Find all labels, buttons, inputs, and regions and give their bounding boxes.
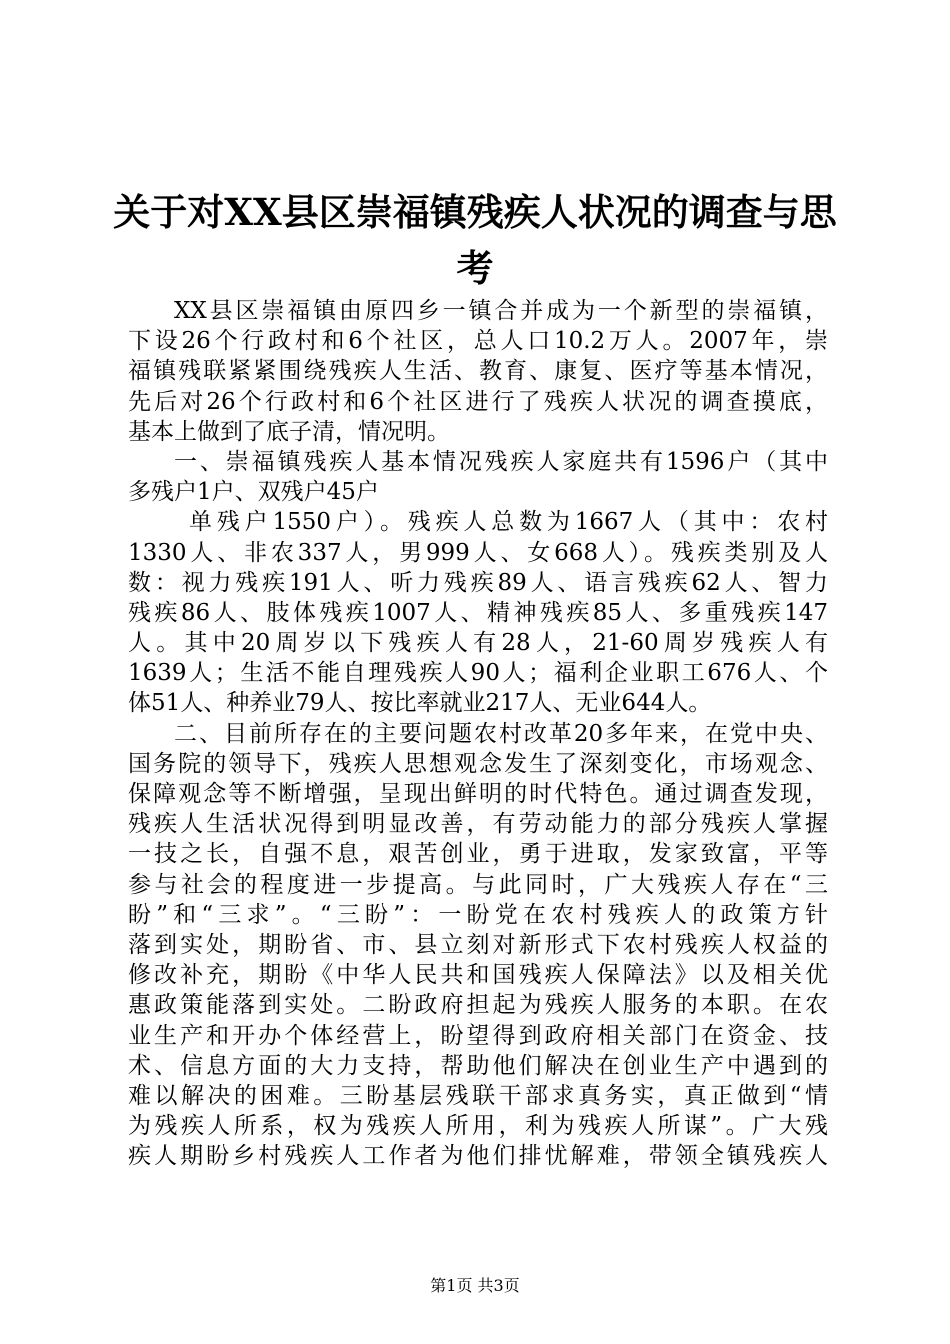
- body-line: 盼”和“三求”。“三盼”：一盼党在农村残疾人的政策方针: [128, 901, 828, 928]
- body-line: 落到实处，期盼省、市、县立刻对新形式下农村残疾人权益的: [128, 931, 828, 958]
- body-line: 为残疾人所系，权为残疾人所用，利为残疾人所谋”。广大残: [128, 1113, 828, 1140]
- document-title-line-2: 考: [456, 246, 494, 290]
- body-line: 多残户1户、双残户45户: [128, 479, 379, 506]
- body-line: 二、目前所存在的主要问题农村改革20多年来，在党中央、: [174, 720, 828, 747]
- page-footer: 第1页 共3页: [430, 1276, 520, 1295]
- body-line: XX县区崇福镇由原四乡一镇合并成为一个新型的崇福镇，: [174, 298, 828, 324]
- body-line: 数：视力残疾191人、听力残疾89人、语言残疾62人、智力: [128, 569, 828, 596]
- body-line: 1639人；生活不能自理残疾人90人；福利企业职工676人、个: [128, 660, 828, 687]
- document-title-line-1: 关于对XX县区崇福镇残疾人状况的调查与思: [113, 190, 837, 234]
- body-line: 参与社会的程度进一步提高。与此同时，广大残疾人存在“三: [128, 871, 828, 898]
- body-line: 残疾86人、肢体残疾1007人、精神残疾85人、多重残疾147: [128, 599, 828, 626]
- body-line: 人。其中20周岁以下残疾人有28人，21-60周岁残疾人有: [128, 630, 828, 657]
- body-line: 惠政策能落到实处。二盼政府担起为残疾人服务的本职。在农: [128, 992, 828, 1019]
- body-line: 保障观念等不断增强，呈现出鲜明的时代特色。通过调查发现，: [128, 781, 828, 807]
- body-line: 术、信息方面的大力支持，帮助他们解决在创业生产中遇到的: [128, 1052, 828, 1079]
- body-line: 国务院的领导下，残疾人思想观念发生了深刻变化，市场观念、: [128, 750, 828, 777]
- body-line: 基本上做到了底子清，情况明。: [128, 418, 450, 445]
- body-line: 下设26个行政村和6个社区，总人口10.2万人。2007年，崇: [128, 328, 828, 355]
- body-line: 一、崇福镇残疾人基本情况残疾人家庭共有1596户（其中: [174, 448, 828, 475]
- body-line: 疾人期盼乡村残疾人工作者为他们排忧解难，带领全镇残疾人: [128, 1143, 828, 1170]
- body-line: 单残户1550户）。残疾人总数为1667人（其中：农村: [189, 509, 828, 536]
- body-line: 先后对26个行政村和6个社区进行了残疾人状况的调查摸底，: [128, 388, 828, 415]
- body-line: 残疾人生活状况得到明显改善，有劳动能力的部分残疾人掌握: [128, 811, 828, 838]
- body-line: 一技之长，自强不息，艰苦创业，勇于进取，发家致富，平等: [128, 841, 828, 868]
- body-line: 1330人、非农337人，男999人、女668人）。残疾类别及人: [128, 539, 828, 566]
- document-body: [128, 296, 828, 1171]
- body-line: 福镇残联紧紧围绕残疾人生活、教育、康复、医疗等基本情况，: [128, 358, 828, 385]
- body-line: 难以解决的困难。三盼基层残联干部求真务实，真正做到“情: [128, 1082, 828, 1109]
- body-line: 体51人、种养业79人、按比率就业217人、无业644人。: [128, 690, 712, 717]
- body-line: 业生产和开办个体经营上，盼望得到政府相关部门在资金、技: [128, 1022, 828, 1049]
- body-line: 修改补充，期盼《中华人民共和国残疾人保障法》以及相关优: [128, 962, 828, 989]
